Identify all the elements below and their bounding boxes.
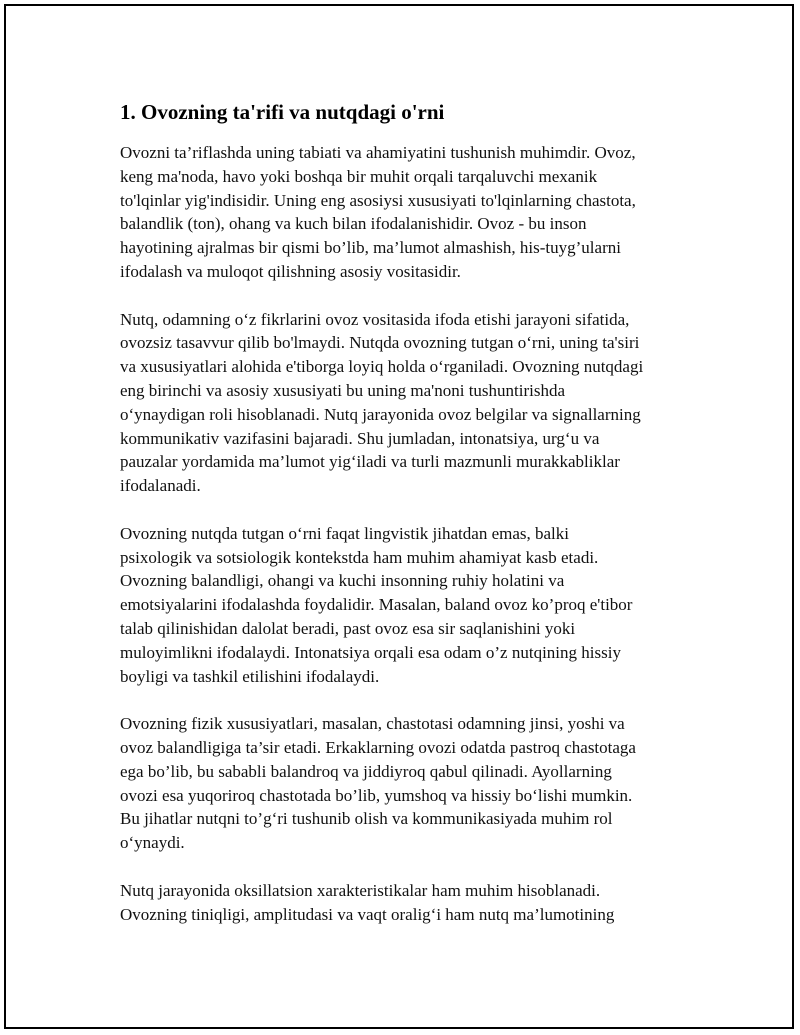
section-heading: 1. Ovozning ta'rifi va nutqdagi o'rni	[120, 100, 445, 124]
document-body	[120, 98, 700, 950]
paragraph-5: Nutq jarayonida oksillatsion xarakteristikalar ham muhim hisoblanadi. Ovozning tiniqligi, amplitudasi va vaqt oralig‘i ham nutq ma’lumotining	[120, 880, 615, 924]
paragraph-3: Ovozning nutqda tutgan o‘rni faqat lingvistik jihatdan emas, balki psixologik va sotsiologik kontekstda ham muhim ahamiyat kasb etadi. Ovozning balandligi, ohangi va kuchi insonning ruhiy holatini va emotsiyalarini ifodalashda foydalidir. Masalan, baland ovoz ko’proq e'tibor talab qilinishidan dalolat beradi, past ovoz esa sir saqlanishini yoki muloyimlikni ifodalaydi. Intonatsiya orqali esa odam o’z nutqining hissiy boyligi va tashkil etilishini ifodalaydi.	[120, 523, 633, 686]
paragraph-1: Ovozni ta’riflashda uning tabiati va ahamiyatini tushunish muhimdir. Ovoz, keng ma'noda, havo yoki boshqa bir muhit orqali tarqaluvchi mexanik to'lqinlar yig'indisidir. Uning eng asosiysi xususiyati to'lqinlarning chastota, balandlik (ton), ohang va kuch bilan ifodalanishidir. Ovoz - bu inson hayotining ajralmas bir qismi bo’lib, ma’lumot almashish, his-tuyg’ularni ifodalash va muloqot qilishning asosiy vositasidir.	[120, 143, 636, 281]
paragraph-4: Ovozning fizik xususiyatlari, masalan, chastotasi odamning jinsi, yoshi va ovoz balandligiga ta’sir etadi. Erkaklarning ovozi odatda pastroq chastotaga ega bo’lib, bu sababli balandroq va jiddiyroq qabul qilinadi. Ayollarning ovozi esa yuqoriroq chastotada bo’lib, yumshoq va hissiy bo‘lishi mumkin. Bu jihatlar nutqni to’g‘ri tushunib olish va kommunikasiyada muhim rol o‘ynaydi.	[120, 714, 636, 853]
page-frame	[4, 4, 794, 1029]
paragraph-2: Nutq, odamning o‘z fikrlarini ovoz vositasida ifoda etishi jarayoni sifatida, ovozsiz tasavvur qilib bo'lmaydi. Nutqda ovozning tutgan o‘rni, uning ta'siri va xususiyatlari alohida e'tiborga loyiq holda o‘rganiladi. Ovozning nutqdagi eng birinchi va asosiy xususiyati bu uning ma'noni tushuntirishda o‘ynaydigan roli hisoblanadi. Nutq jarayonida ovoz belgilar va signallarning kommunikativ vazifasini bajaradi. Shu jumladan, intonatsiya, urg‘u va pauzalar yordamida ma’lumot yig‘iladi va turli mazmunli murakkabliklar ifodalanadi.	[120, 309, 644, 496]
